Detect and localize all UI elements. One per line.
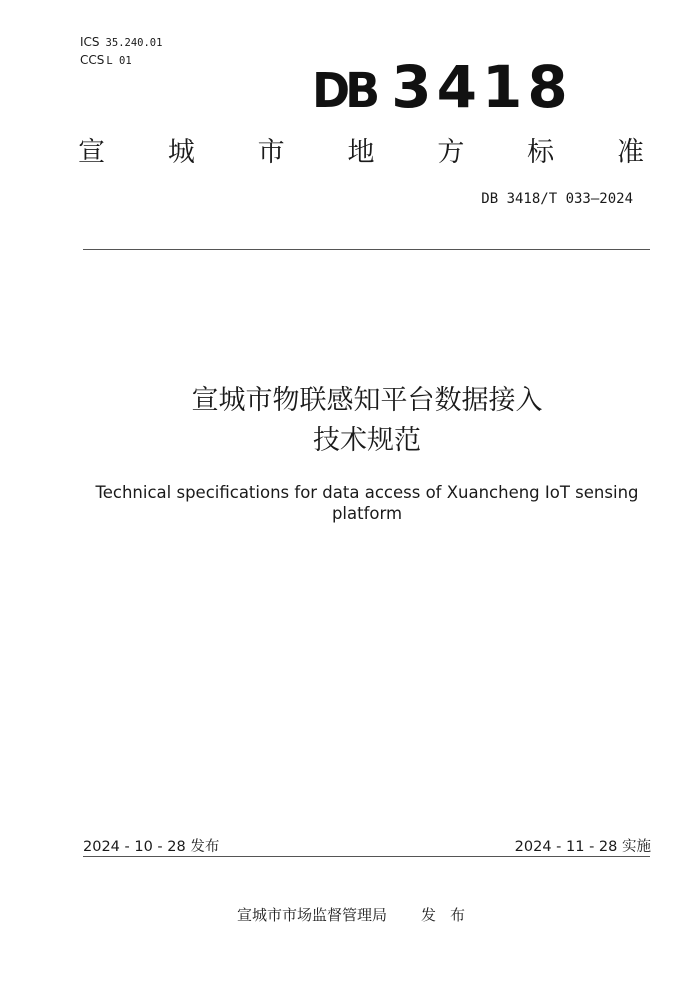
db-logo: DB: [312, 61, 376, 119]
standard-type-char: 准: [616, 137, 644, 168]
standard-type-char: 地: [347, 137, 375, 168]
ics-code: 35.240.01: [105, 37, 163, 49]
publisher-action: 发布: [421, 906, 480, 924]
standard-type-char: 市: [257, 137, 285, 168]
publisher: [0, 904, 700, 925]
english-title: Technical specifications for data access of Xuancheng IoT sensing platform: [95, 483, 639, 523]
chinese-title-line1: 宣城市物联感知平台数据接入: [191, 385, 543, 416]
chinese-title-line2: 技术规范: [313, 425, 421, 456]
db-header: [312, 53, 573, 121]
top-divider: [83, 249, 650, 250]
chinese-title: [0, 381, 700, 461]
standard-type-char: 标: [527, 137, 555, 168]
ccs-classification: [80, 53, 132, 69]
standard-type-char: 城: [167, 137, 195, 168]
bottom-divider: [83, 856, 650, 857]
db-region-code: 3418: [391, 53, 573, 121]
implementation-date: 2024 - 11 - 28 实施: [514, 839, 651, 855]
ccs-code: L 01: [106, 55, 132, 67]
publisher-name: 宣城市市场监督管理局: [236, 906, 387, 924]
standard-type-title: [78, 136, 644, 170]
standard-number: DB 3418/T 033—2024: [481, 191, 633, 207]
ics-classification: [80, 35, 162, 51]
standard-type-char: 宣: [78, 137, 105, 168]
ics-label: ICS: [80, 35, 100, 49]
issue-date: 2024 - 10 - 28 发布: [83, 839, 220, 855]
standard-type-char: 方: [437, 137, 465, 168]
ccs-label: CCS: [80, 53, 105, 67]
